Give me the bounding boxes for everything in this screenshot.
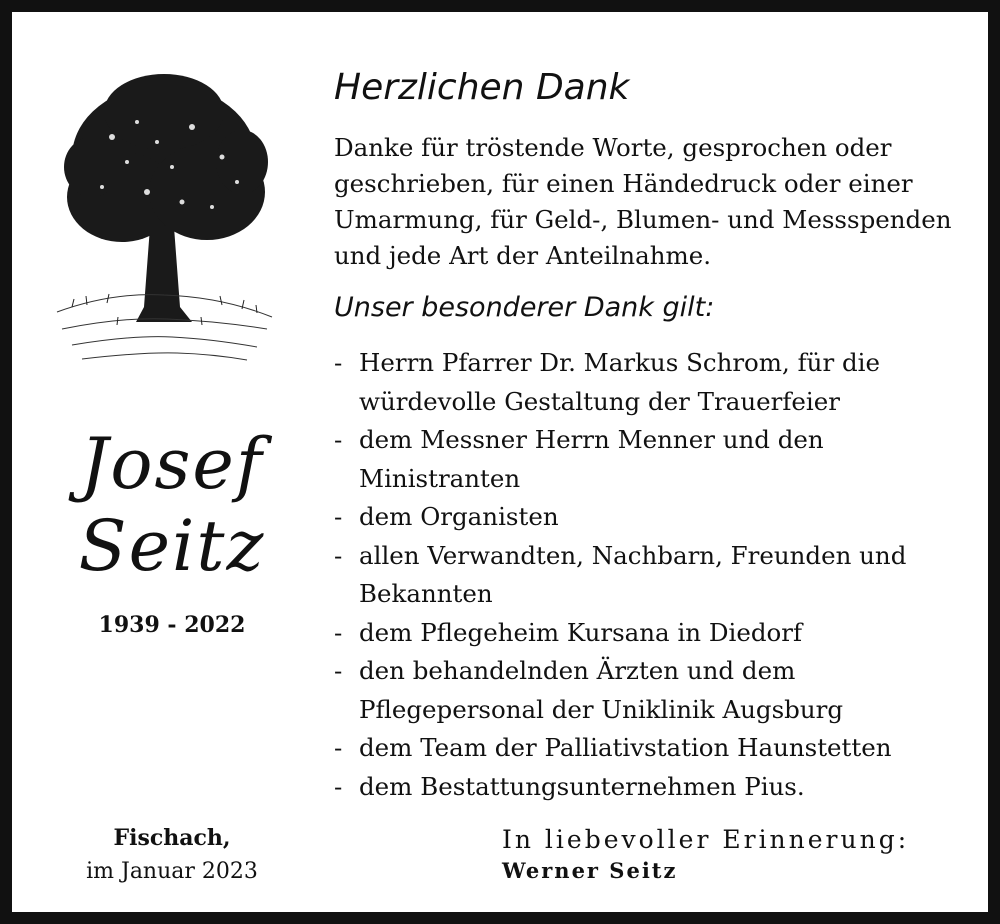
list-item: - dem Pflegeheim Kursana in Diedorf [334, 617, 803, 647]
list-item: - dem Team der Palliativstation Haunstetten [334, 733, 892, 762]
intro-text: Danke für tröstende Worte, gesprochen oder geschrieben, für einen Händedruck oder einer Umarmung, für Geld-, Blumen- und Messspenden und jede Art der Anteilnahme. [334, 133, 952, 270]
life-years: 1939 - 2022 [98, 612, 246, 638]
place-date-text: im Januar 2023 [86, 859, 258, 884]
list-item: - Herrn Pfarrer Dr. Markus Schrom, für die würdevolle Gestaltung der Trauerfeier [334, 348, 880, 416]
list-item: - dem Bestattungsunternehmen Pius. [334, 771, 805, 801]
tree-icon [52, 67, 277, 367]
main-heading: Herzlichen Dank [334, 67, 630, 108]
place-town: Fischach, [113, 825, 231, 851]
list-item: - allen Verwandten, Nachbarn, Freunden und Bekannten [334, 540, 907, 608]
place-date [42, 822, 302, 888]
signer-name: Werner Seitz [502, 858, 678, 883]
list-item: - den behandelnden Ärzten und dem Pflegepersonal der Uniklinik Augsburg [334, 656, 844, 724]
sub-heading: Unser besonderer Dank gilt: [334, 292, 715, 323]
thanks-list [334, 344, 984, 806]
closing-line: In liebevoller Erinnerung: [502, 825, 910, 854]
last-name: Seitz [78, 505, 266, 587]
list-item: - dem Messner Herrn Menner und den Ministranten [334, 425, 824, 493]
first-name: Josef [80, 423, 264, 505]
list-item: - dem Organisten [334, 502, 559, 531]
